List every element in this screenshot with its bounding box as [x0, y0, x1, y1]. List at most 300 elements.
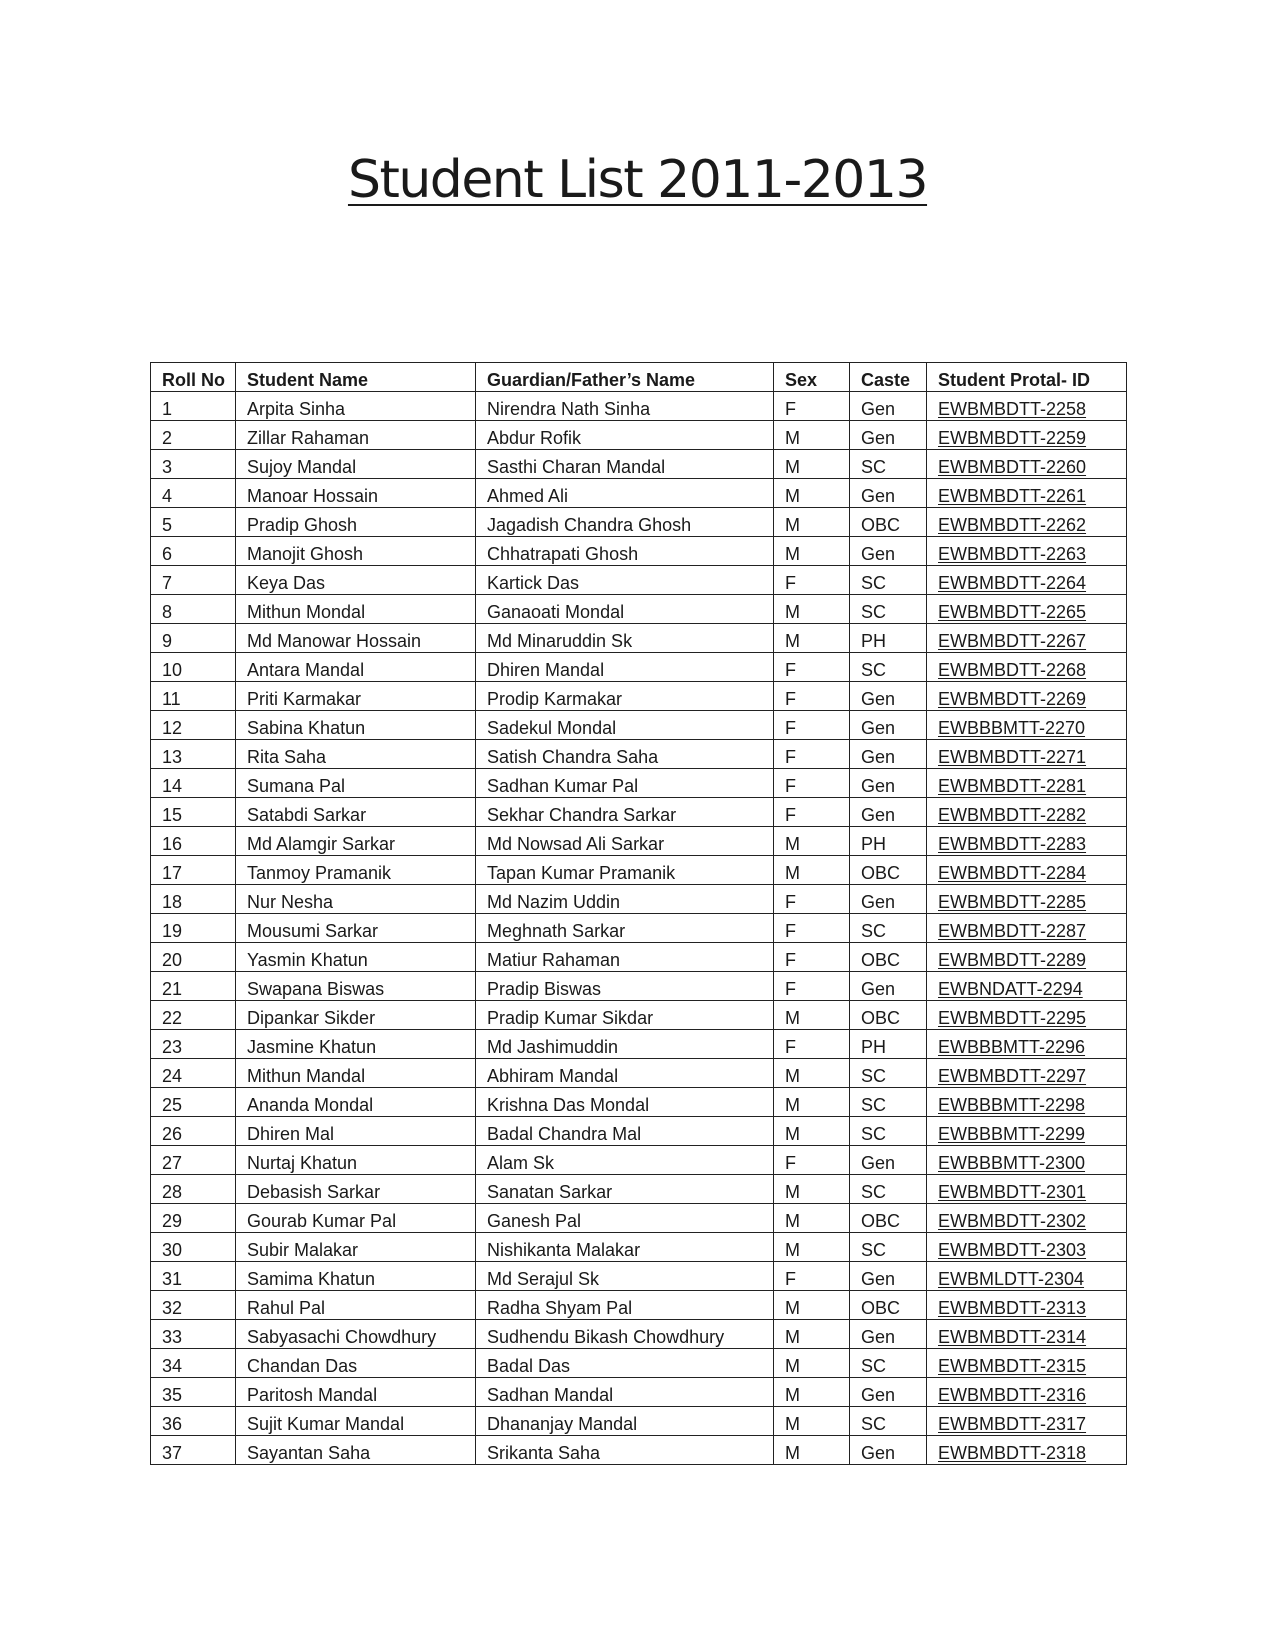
table-row	[151, 827, 1127, 856]
sex-cell: M	[774, 827, 850, 856]
guardian-name-cell: Sadhan Kumar Pal	[476, 769, 774, 798]
portal-id-link[interactable]: EWBMBDTT-2314	[938, 1327, 1087, 1347]
portal-id-cell	[927, 1204, 1127, 1233]
student-name-cell: Keya Das	[236, 566, 476, 595]
sex-cell: F	[774, 885, 850, 914]
portal-id-link[interactable]: EWBMBDTT-2261	[938, 486, 1087, 506]
student-name-cell: Ananda Mondal	[236, 1088, 476, 1117]
portal-id-cell	[927, 827, 1127, 856]
caste-cell: Gen	[850, 682, 927, 711]
roll-no-cell: 1	[151, 392, 236, 421]
portal-id-cell	[927, 682, 1127, 711]
sex-cell: F	[774, 740, 850, 769]
sex-cell: M	[774, 421, 850, 450]
guardian-name-cell: Dhiren Mandal	[476, 653, 774, 682]
sex-cell: F	[774, 914, 850, 943]
caste-cell: SC	[850, 566, 927, 595]
guardian-name-cell: Ganaoati Mondal	[476, 595, 774, 624]
student-name-cell: Swapana Biswas	[236, 972, 476, 1001]
portal-id-cell	[927, 624, 1127, 653]
portal-id-link[interactable]: EWBMBDTT-2318	[938, 1443, 1087, 1463]
header-portal-id: Student Protal- ID	[927, 363, 1127, 392]
caste-cell: Gen	[850, 1146, 927, 1175]
roll-no-cell: 6	[151, 537, 236, 566]
portal-id-link[interactable]: EWBMBDTT-2315	[938, 1356, 1087, 1376]
portal-id-cell	[927, 1030, 1127, 1059]
table-row	[151, 421, 1127, 450]
roll-no-cell: 2	[151, 421, 236, 450]
table-row	[151, 1059, 1127, 1088]
table-row	[151, 595, 1127, 624]
caste-cell: Gen	[850, 740, 927, 769]
portal-id-link[interactable]: EWBMBDTT-2262	[938, 515, 1087, 535]
sex-cell: F	[774, 682, 850, 711]
roll-no-cell: 17	[151, 856, 236, 885]
student-name-cell: Priti Karmakar	[236, 682, 476, 711]
portal-id-cell	[927, 421, 1127, 450]
portal-id-cell	[927, 1175, 1127, 1204]
portal-id-link[interactable]: EWBMBDTT-2289	[938, 950, 1087, 970]
table-row	[151, 1030, 1127, 1059]
table-row	[151, 508, 1127, 537]
sex-cell: M	[774, 1001, 850, 1030]
caste-cell: OBC	[850, 1001, 927, 1030]
roll-no-cell: 34	[151, 1349, 236, 1378]
table-row	[151, 740, 1127, 769]
portal-id-cell	[927, 508, 1127, 537]
student-name-cell: Md Alamgir Sarkar	[236, 827, 476, 856]
table-header	[151, 363, 1127, 392]
roll-no-cell: 9	[151, 624, 236, 653]
student-name-cell: Sabyasachi Chowdhury	[236, 1320, 476, 1349]
roll-no-cell: 25	[151, 1088, 236, 1117]
guardian-name-cell: Md Nowsad Ali Sarkar	[476, 827, 774, 856]
student-name-cell: Samima Khatun	[236, 1262, 476, 1291]
portal-id-link[interactable]: EWBBBMTT-2298	[938, 1095, 1086, 1115]
sex-cell: M	[774, 1291, 850, 1320]
portal-id-cell	[927, 798, 1127, 827]
portal-id-cell	[927, 740, 1127, 769]
portal-id-link[interactable]: EWBMBDTT-2268	[938, 660, 1087, 680]
guardian-name-cell: Sasthi Charan Mandal	[476, 450, 774, 479]
roll-no-cell: 15	[151, 798, 236, 827]
roll-no-cell: 14	[151, 769, 236, 798]
roll-no-cell: 8	[151, 595, 236, 624]
roll-no-cell: 36	[151, 1407, 236, 1436]
portal-id-cell	[927, 392, 1127, 421]
portal-id-cell	[927, 1117, 1127, 1146]
caste-cell: Gen	[850, 479, 927, 508]
guardian-name-cell: Md Serajul Sk	[476, 1262, 774, 1291]
portal-id-link[interactable]: EWBBBMTT-2296	[938, 1037, 1086, 1057]
portal-id-link[interactable]: EWBMBDTT-2265	[938, 602, 1087, 622]
table-row	[151, 1291, 1127, 1320]
sex-cell: F	[774, 798, 850, 827]
student-name-cell: Sujit Kumar Mandal	[236, 1407, 476, 1436]
student-name-cell: Arpita Sinha	[236, 392, 476, 421]
table-row	[151, 653, 1127, 682]
student-name-cell: Paritosh Mandal	[236, 1378, 476, 1407]
student-name-cell: Antara Mandal	[236, 653, 476, 682]
portal-id-link[interactable]: EWBBBMTT-2300	[938, 1153, 1086, 1173]
table-row	[151, 1233, 1127, 1262]
sex-cell: M	[774, 1378, 850, 1407]
roll-no-cell: 7	[151, 566, 236, 595]
sex-cell: M	[774, 1204, 850, 1233]
sex-cell: M	[774, 1059, 850, 1088]
guardian-name-cell: Ganesh Pal	[476, 1204, 774, 1233]
sex-cell: F	[774, 711, 850, 740]
student-name-cell: Jasmine Khatun	[236, 1030, 476, 1059]
portal-id-cell	[927, 653, 1127, 682]
guardian-name-cell: Sekhar Chandra Sarkar	[476, 798, 774, 827]
table-row	[151, 885, 1127, 914]
guardian-name-cell: Nirendra Nath Sinha	[476, 392, 774, 421]
portal-id-cell	[927, 479, 1127, 508]
caste-cell: SC	[850, 1088, 927, 1117]
portal-id-cell	[927, 1349, 1127, 1378]
portal-id-cell	[927, 972, 1127, 1001]
portal-id-link[interactable]: EWBMBDTT-2285	[938, 892, 1087, 912]
header-caste: Caste	[850, 363, 927, 392]
table-row	[151, 1262, 1127, 1291]
roll-no-cell: 28	[151, 1175, 236, 1204]
guardian-name-cell: Abhiram Mandal	[476, 1059, 774, 1088]
caste-cell: OBC	[850, 1291, 927, 1320]
sex-cell: F	[774, 392, 850, 421]
caste-cell: Gen	[850, 421, 927, 450]
roll-no-cell: 13	[151, 740, 236, 769]
sex-cell: M	[774, 856, 850, 885]
table-row	[151, 1436, 1127, 1465]
portal-id-cell	[927, 943, 1127, 972]
table-row	[151, 914, 1127, 943]
student-name-cell: Tanmoy Pramanik	[236, 856, 476, 885]
roll-no-cell: 26	[151, 1117, 236, 1146]
caste-cell: SC	[850, 1059, 927, 1088]
header-student-name: Student Name	[236, 363, 476, 392]
student-name-cell: Md Manowar Hossain	[236, 624, 476, 653]
roll-no-cell: 29	[151, 1204, 236, 1233]
guardian-name-cell: Nishikanta Malakar	[476, 1233, 774, 1262]
guardian-name-cell: Pradip Kumar Sikdar	[476, 1001, 774, 1030]
portal-id-link[interactable]: EWBMBDTT-2313	[938, 1298, 1087, 1318]
roll-no-cell: 10	[151, 653, 236, 682]
guardian-name-cell: Abdur Rofik	[476, 421, 774, 450]
student-list-table	[150, 362, 1127, 1465]
portal-id-cell	[927, 1407, 1127, 1436]
student-name-cell: Sabina Khatun	[236, 711, 476, 740]
portal-id-link[interactable]: EWBMBDTT-2317	[938, 1414, 1087, 1434]
caste-cell: Gen	[850, 885, 927, 914]
student-name-cell: Manojit Ghosh	[236, 537, 476, 566]
table-row	[151, 972, 1127, 1001]
sex-cell: M	[774, 1407, 850, 1436]
sex-cell: M	[774, 1436, 850, 1465]
student-name-cell: Mithun Mondal	[236, 595, 476, 624]
caste-cell: PH	[850, 1030, 927, 1059]
student-name-cell: Satabdi Sarkar	[236, 798, 476, 827]
student-name-cell: Rita Saha	[236, 740, 476, 769]
guardian-name-cell: Md Minaruddin Sk	[476, 624, 774, 653]
portal-id-link[interactable]: EWBMBDTT-2283	[938, 834, 1087, 854]
caste-cell: Gen	[850, 798, 927, 827]
caste-cell: SC	[850, 595, 927, 624]
sex-cell: F	[774, 1146, 850, 1175]
table-row	[151, 450, 1127, 479]
roll-no-cell: 18	[151, 885, 236, 914]
portal-id-cell	[927, 914, 1127, 943]
portal-id-cell	[927, 595, 1127, 624]
caste-cell: SC	[850, 1233, 927, 1262]
portal-id-link[interactable]: EWBMBDTT-2295	[938, 1008, 1087, 1028]
portal-id-link[interactable]: EWBNDATT-2294	[938, 979, 1083, 999]
portal-id-cell	[927, 711, 1127, 740]
portal-id-cell	[927, 1233, 1127, 1262]
portal-id-link[interactable]: EWBMBDTT-2316	[938, 1385, 1087, 1405]
roll-no-cell: 20	[151, 943, 236, 972]
portal-id-link[interactable]: EWBMBDTT-2303	[938, 1240, 1087, 1260]
page-title-text: Student List 2011-2013	[347, 150, 928, 210]
roll-no-cell: 33	[151, 1320, 236, 1349]
roll-no-cell: 3	[151, 450, 236, 479]
portal-id-cell	[927, 537, 1127, 566]
caste-cell: Gen	[850, 537, 927, 566]
sex-cell: F	[774, 1262, 850, 1291]
portal-id-link[interactable]: EWBMBDTT-2297	[938, 1066, 1087, 1086]
guardian-name-cell: Alam Sk	[476, 1146, 774, 1175]
student-name-cell: Nurtaj Khatun	[236, 1146, 476, 1175]
sex-cell: M	[774, 1349, 850, 1378]
table-row	[151, 1320, 1127, 1349]
table-row	[151, 1088, 1127, 1117]
table-row	[151, 392, 1127, 421]
portal-id-link[interactable]: EWBMBDTT-2260	[938, 457, 1087, 477]
sex-cell: M	[774, 1175, 850, 1204]
caste-cell: Gen	[850, 711, 927, 740]
table-row	[151, 856, 1127, 885]
caste-cell: SC	[850, 450, 927, 479]
roll-no-cell: 12	[151, 711, 236, 740]
sex-cell: M	[774, 450, 850, 479]
sex-cell: M	[774, 479, 850, 508]
table-row	[151, 537, 1127, 566]
table-row	[151, 1204, 1127, 1233]
roll-no-cell: 16	[151, 827, 236, 856]
guardian-name-cell: Satish Chandra Saha	[476, 740, 774, 769]
guardian-name-cell: Meghnath Sarkar	[476, 914, 774, 943]
guardian-name-cell: Prodip Karmakar	[476, 682, 774, 711]
table-row	[151, 1001, 1127, 1030]
portal-id-link[interactable]: EWBMBDTT-2271	[938, 747, 1087, 767]
table-row	[151, 1349, 1127, 1378]
portal-id-link[interactable]: EWBMBDTT-2259	[938, 428, 1087, 448]
portal-id-cell	[927, 1146, 1127, 1175]
sex-cell: M	[774, 1088, 850, 1117]
guardian-name-cell: Matiur Rahaman	[476, 943, 774, 972]
portal-id-cell	[927, 856, 1127, 885]
portal-id-link[interactable]: EWBMBDTT-2282	[938, 805, 1087, 825]
roll-no-cell: 5	[151, 508, 236, 537]
student-name-cell: Nur Nesha	[236, 885, 476, 914]
guardian-name-cell: Sadekul Mondal	[476, 711, 774, 740]
student-name-cell: Pradip Ghosh	[236, 508, 476, 537]
table-row	[151, 769, 1127, 798]
caste-cell: SC	[850, 1175, 927, 1204]
roll-no-cell: 11	[151, 682, 236, 711]
guardian-name-cell: Kartick Das	[476, 566, 774, 595]
guardian-name-cell: Md Jashimuddin	[476, 1030, 774, 1059]
roll-no-cell: 32	[151, 1291, 236, 1320]
portal-id-cell	[927, 1436, 1127, 1465]
roll-no-cell: 19	[151, 914, 236, 943]
sex-cell: F	[774, 769, 850, 798]
table-row	[151, 682, 1127, 711]
caste-cell: PH	[850, 624, 927, 653]
guardian-name-cell: Sanatan Sarkar	[476, 1175, 774, 1204]
caste-cell: Gen	[850, 1436, 927, 1465]
student-name-cell: Gourab Kumar Pal	[236, 1204, 476, 1233]
sex-cell: F	[774, 972, 850, 1001]
sex-cell: M	[774, 1320, 850, 1349]
portal-id-link[interactable]: EWBMBDTT-2263	[938, 544, 1087, 564]
portal-id-link[interactable]: EWBMBDTT-2302	[938, 1211, 1087, 1231]
portal-id-link[interactable]: EWBMBDTT-2284	[938, 863, 1087, 883]
portal-id-cell	[927, 885, 1127, 914]
caste-cell: OBC	[850, 508, 927, 537]
sex-cell: F	[774, 943, 850, 972]
table-row	[151, 943, 1127, 972]
student-name-cell: Subir Malakar	[236, 1233, 476, 1262]
caste-cell: SC	[850, 1407, 927, 1436]
table-row	[151, 1146, 1127, 1175]
header-guardian-name: Guardian/Father’s Name	[476, 363, 774, 392]
caste-cell: Gen	[850, 972, 927, 1001]
roll-no-cell: 37	[151, 1436, 236, 1465]
student-name-cell: Dhiren Mal	[236, 1117, 476, 1146]
sex-cell: F	[774, 566, 850, 595]
portal-id-cell	[927, 1378, 1127, 1407]
portal-id-link[interactable]: EWBMBDTT-2287	[938, 921, 1087, 941]
roll-no-cell: 35	[151, 1378, 236, 1407]
student-name-cell: Sujoy Mandal	[236, 450, 476, 479]
portal-id-cell	[927, 1059, 1127, 1088]
portal-id-cell	[927, 1291, 1127, 1320]
header-sex: Sex	[774, 363, 850, 392]
guardian-name-cell: Krishna Das Mondal	[476, 1088, 774, 1117]
sex-cell: M	[774, 624, 850, 653]
table-body	[151, 392, 1127, 1465]
guardian-name-cell: Tapan Kumar Pramanik	[476, 856, 774, 885]
sex-cell: F	[774, 1030, 850, 1059]
portal-id-link[interactable]: EWBBBMTT-2299	[938, 1124, 1086, 1144]
portal-id-link[interactable]: EWBMBDTT-2267	[938, 631, 1087, 651]
caste-cell: Gen	[850, 392, 927, 421]
student-name-cell: Mithun Mandal	[236, 1059, 476, 1088]
student-name-cell: Sumana Pal	[236, 769, 476, 798]
student-name-cell: Mousumi Sarkar	[236, 914, 476, 943]
portal-id-cell	[927, 566, 1127, 595]
caste-cell: OBC	[850, 856, 927, 885]
caste-cell: Gen	[850, 1262, 927, 1291]
portal-id-link[interactable]: EWBMLDTT-2304	[938, 1269, 1085, 1289]
table-row	[151, 479, 1127, 508]
caste-cell: SC	[850, 1349, 927, 1378]
guardian-name-cell: Badal Chandra Mal	[476, 1117, 774, 1146]
roll-no-cell: 31	[151, 1262, 236, 1291]
caste-cell: SC	[850, 1117, 927, 1146]
portal-id-link[interactable]: EWBMBDTT-2258	[938, 399, 1087, 419]
sex-cell: M	[774, 508, 850, 537]
caste-cell: PH	[850, 827, 927, 856]
student-name-cell: Chandan Das	[236, 1349, 476, 1378]
sex-cell: M	[774, 537, 850, 566]
caste-cell: OBC	[850, 943, 927, 972]
guardian-name-cell: Jagadish Chandra Ghosh	[476, 508, 774, 537]
guardian-name-cell: Pradip Biswas	[476, 972, 774, 1001]
portal-id-cell	[927, 1262, 1127, 1291]
header-row	[151, 363, 1127, 392]
guardian-name-cell: Sudhendu Bikash Chowdhury	[476, 1320, 774, 1349]
sex-cell: F	[774, 653, 850, 682]
caste-cell: Gen	[850, 769, 927, 798]
sex-cell: M	[774, 595, 850, 624]
table-row	[151, 566, 1127, 595]
portal-id-link[interactable]: EWBMBDTT-2301	[938, 1182, 1087, 1202]
sex-cell: M	[774, 1233, 850, 1262]
guardian-name-cell: Ahmed Ali	[476, 479, 774, 508]
caste-cell: Gen	[850, 1378, 927, 1407]
portal-id-cell	[927, 1088, 1127, 1117]
page-title	[0, 150, 1275, 210]
header-roll-no: Roll No	[151, 363, 236, 392]
table-row	[151, 624, 1127, 653]
student-name-cell: Zillar Rahaman	[236, 421, 476, 450]
guardian-name-cell: Dhananjay Mandal	[476, 1407, 774, 1436]
table-row	[151, 1117, 1127, 1146]
table-row	[151, 711, 1127, 740]
guardian-name-cell: Radha Shyam Pal	[476, 1291, 774, 1320]
table-row	[151, 798, 1127, 827]
portal-id-link[interactable]: EWBBBMTT-2270	[938, 718, 1086, 738]
roll-no-cell: 21	[151, 972, 236, 1001]
student-name-cell: Debasish Sarkar	[236, 1175, 476, 1204]
student-name-cell: Dipankar Sikder	[236, 1001, 476, 1030]
portal-id-cell	[927, 769, 1127, 798]
portal-id-cell	[927, 1320, 1127, 1349]
roll-no-cell: 4	[151, 479, 236, 508]
portal-id-link[interactable]: EWBMBDTT-2264	[938, 573, 1087, 593]
table-row	[151, 1378, 1127, 1407]
guardian-name-cell: Chhatrapati Ghosh	[476, 537, 774, 566]
roll-no-cell: 23	[151, 1030, 236, 1059]
caste-cell: SC	[850, 653, 927, 682]
caste-cell: Gen	[850, 1320, 927, 1349]
roll-no-cell: 27	[151, 1146, 236, 1175]
portal-id-link[interactable]: EWBMBDTT-2269	[938, 689, 1087, 709]
caste-cell: SC	[850, 914, 927, 943]
table-row	[151, 1175, 1127, 1204]
portal-id-link[interactable]: EWBMBDTT-2281	[938, 776, 1087, 796]
guardian-name-cell: Srikanta Saha	[476, 1436, 774, 1465]
guardian-name-cell: Badal Das	[476, 1349, 774, 1378]
roll-no-cell: 30	[151, 1233, 236, 1262]
guardian-name-cell: Md Nazim Uddin	[476, 885, 774, 914]
student-name-cell: Manoar Hossain	[236, 479, 476, 508]
roll-no-cell: 22	[151, 1001, 236, 1030]
student-name-cell: Rahul Pal	[236, 1291, 476, 1320]
portal-id-cell	[927, 450, 1127, 479]
